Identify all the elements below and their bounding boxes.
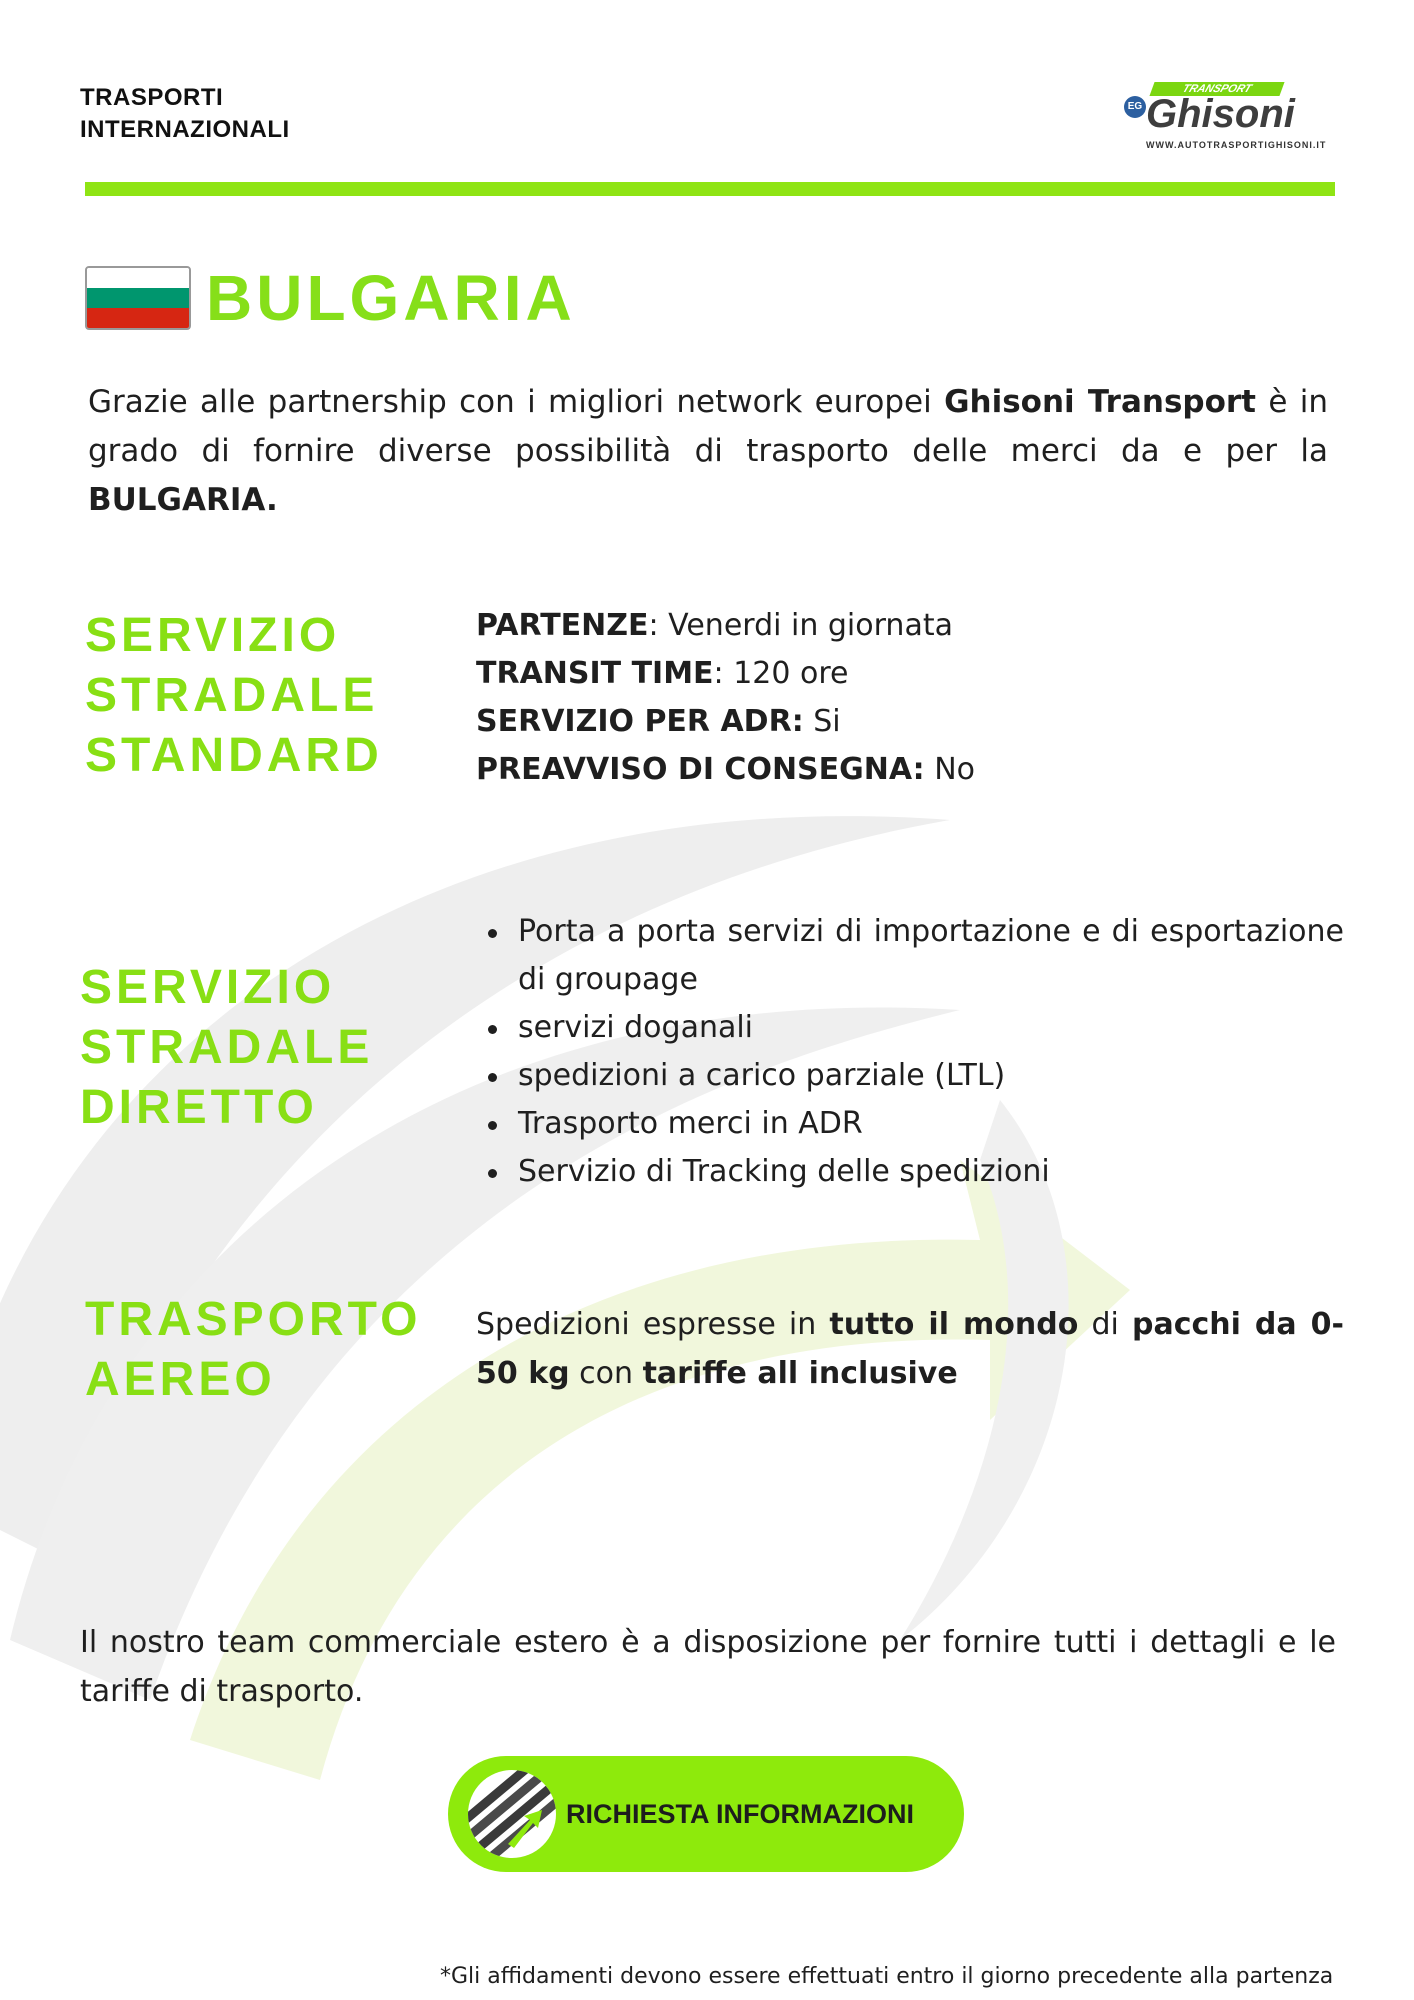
logo-tagline: TRANSPORT — [1149, 82, 1284, 96]
header-divider — [85, 182, 1335, 196]
service-direct-list — [476, 908, 1344, 1196]
list-item: Porta a porta servizi di importazione e di esportazione di groupage — [476, 908, 1344, 1004]
header-label — [80, 82, 290, 146]
country-title: BULGARIA — [206, 262, 576, 334]
closing-paragraph: Il nostro team commerciale estero è a disposizione per fornire tutti i dettagli e le tariffe di trasporto. — [80, 1625, 1336, 1709]
ghisoni-logo[interactable] — [1122, 82, 1344, 156]
service-standard-details — [476, 602, 975, 794]
request-info-button[interactable] — [448, 1756, 964, 1872]
intro-paragraph: Grazie alle partnership con i migliori network europei Ghisoni Transport è in grado di fornire diverse possibilità di trasporto delle merci da e per la BULGARIA. — [88, 384, 1328, 518]
service-air-description: Spedizioni espresse in tutto il mondo di pacchi da 0-50 kg con tariffe all inclusive — [476, 1307, 1344, 1391]
logo-name: Ghisoni — [1146, 92, 1295, 136]
partenze-row: PARTENZE: Venerdi in giornata — [476, 608, 953, 643]
stripes-arrow-icon — [468, 1770, 556, 1858]
logo-badge-icon: EG — [1124, 96, 1146, 118]
brand-name: Ghisoni Transport — [944, 384, 1256, 420]
logo-url: WWW.AUTOTRASPORTIGHISONI.IT — [1146, 140, 1327, 150]
header-label-line1: TRASPORTI — [80, 84, 224, 111]
transit-time-row: TRANSIT TIME: 120 ore — [476, 656, 849, 691]
bulgaria-flag-icon — [85, 266, 191, 330]
footnote: *Gli affidamenti devono essere effettuati entro il giorno precedente alla partenza — [440, 1964, 1334, 1989]
list-item: Trasporto merci in ADR — [476, 1100, 1344, 1148]
adr-row: SERVIZIO PER ADR: Si — [476, 704, 841, 739]
country-mention: BULGARIA. — [88, 482, 278, 518]
preavviso-row: PREAVVISO DI CONSEGNA: No — [476, 752, 975, 787]
list-item: Servizio di Tracking delle spedizioni — [476, 1148, 1344, 1196]
service-direct-title: SERVIZIO STRADALE DIRETTO — [80, 961, 374, 1134]
service-air-title: TRASPORTO AEREO — [85, 1293, 422, 1406]
list-item: servizi doganali — [476, 1004, 1344, 1052]
header-label-line2: INTERNAZIONALI — [80, 116, 290, 143]
service-standard-title: SERVIZIO STRADALE STANDARD — [85, 609, 383, 782]
list-item: spedizioni a carico parziale (LTL) — [476, 1052, 1344, 1100]
request-info-label: RICHIESTA INFORMAZIONI — [566, 1799, 914, 1829]
